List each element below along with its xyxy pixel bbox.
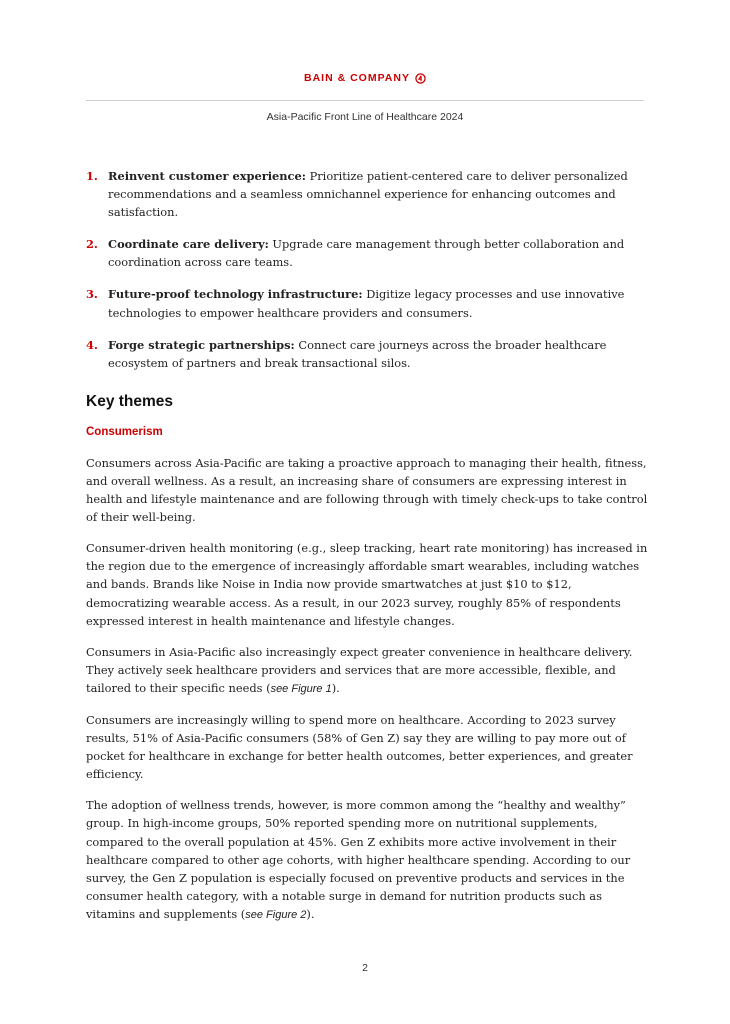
list-item-text: Upgrade care management through better collaboration and coordination across care teams. (108, 237, 625, 270)
paragraph (86, 643, 648, 698)
paragraph: Consumers across Asia-Pacific are taking a proactive approach to managing their health, fitness, and overall wellness. As a result, an increasing share of consumers are expressing interest in health and lifestyle maintenance and are following through with timely check-ups to take control of their well-being. (86, 455, 648, 525)
list-item (86, 336, 648, 372)
subsection-heading: Consumerism (86, 425, 163, 438)
list-item-text: Prioritize patient-centered care to deliver personalized recommendations and a seamless omnichannel experience for enhancing outcomes and satisfaction. (108, 169, 628, 220)
paragraph: Consumer-driven health monitoring (e.g., sleep tracking, heart rate monitoring) has increased in the region due to the emergence of increasingly affordable smart wearables, including watches and bands. Brands like Noise in India now provide smartwatches at just $10 to $12, democratizing wearable access. As a result, in our 2023 survey, roughly 85% of respondents expressed interest in health maintenance and lifestyle changes. (86, 541, 648, 628)
list-number: 3. (86, 287, 98, 302)
list-number: 1. (86, 169, 98, 183)
figure-reference: see Figure 2 (245, 908, 307, 921)
list-item-lead: Forge strategic partnerships: (108, 337, 295, 352)
header-divider (86, 100, 644, 101)
list-item-lead: Future-proof technology infrastructure: (108, 287, 363, 302)
list-item-text: Digitize legacy processes and use innovative technologies to empower healthcare providers and consumers. (108, 287, 625, 320)
list-item-text: Connect care journeys across the broader healthcare ecosystem of partners and break transactional silos. (108, 337, 607, 370)
priorities-list (86, 167, 648, 372)
page-number: 2 (362, 962, 368, 974)
document-title: Asia-Pacific Front Line of Healthcare 2024 (266, 111, 464, 123)
list-number: 4. (86, 337, 98, 352)
bain-circle-logo-icon (415, 73, 426, 84)
list-item-lead: Coordinate care delivery: (108, 237, 269, 252)
section-heading: Key themes (86, 392, 174, 410)
paragraph-text: ). (331, 680, 340, 695)
page-body (86, 167, 648, 924)
brand-name: BAIN & COMPANY (304, 72, 410, 84)
list-item-lead: Reinvent customer experience: (108, 169, 306, 183)
paragraph-text: ). (306, 906, 315, 921)
list-item (86, 167, 648, 221)
paragraph: Consumers are increasingly willing to spend more on healthcare. According to 2023 survey results, 51% of Asia-Pacific consumers (58% of Gen Z) say they are willing to pay more out of pocket for healthcare in exchange for better health outcomes, better experiences, and greater efficiency. (86, 712, 633, 782)
paragraph (86, 796, 648, 924)
paragraph-text: The adoption of wellness trends, however, is more common among the “healthy and wealthy” group. In high-income groups, 50% reported spending more on nutritional supplements, compared to the overall population at 45%. Gen Z exhibits more active involvement in their healthcare compared to other age cohorts, with higher healthcare spending. According to our survey, the Gen Z population is especially focused on preventive products and services in the consumer health category, with a notable surge in demand for nutrition products such as vitamins and supplements ( (86, 798, 631, 921)
paragraph-text: Consumers in Asia-Pacific also increasingly expect greater convenience in healthcare delivery. They actively seek healthcare providers and services that are more accessible, flexible, and tailored to their specific needs ( (86, 644, 633, 695)
list-item (86, 285, 648, 321)
figure-reference: see Figure 1 (270, 682, 332, 695)
brand-header (0, 72, 730, 84)
list-number: 2. (86, 237, 98, 252)
list-item (86, 235, 648, 271)
